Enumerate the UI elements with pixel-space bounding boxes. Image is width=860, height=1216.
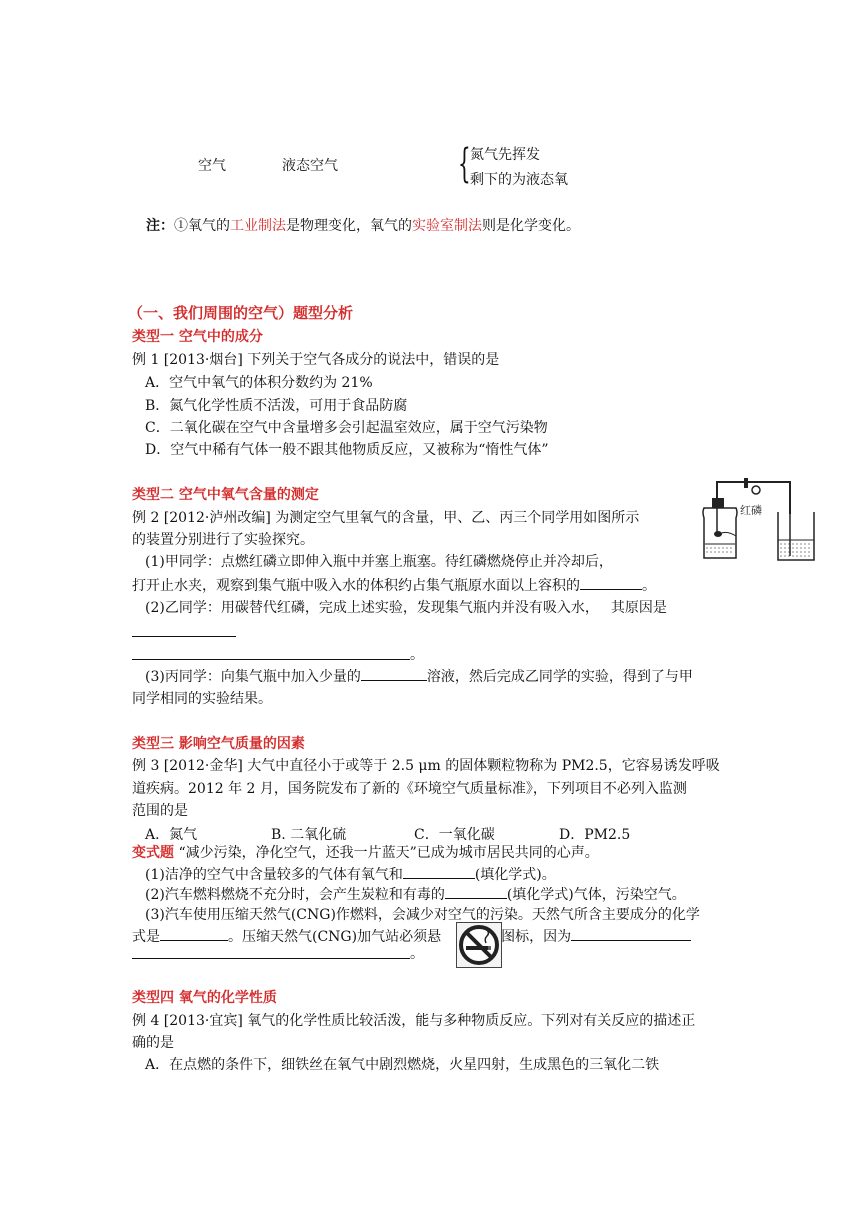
answer-blank: [160, 926, 228, 941]
valve: [752, 486, 760, 494]
type3-question-line1: 例 3 [2012·金华] 大气中直径小于或等于 2.5 μm 的固体颗粒物称为 PM2.5，它容易诱发呼吸: [132, 758, 720, 774]
variant-part3-line2: 式是 。压缩天然气(CNG)加气站必须悬 图标，因为: [132, 926, 691, 947]
answer-line: [132, 636, 236, 637]
variant-part3-line1: (3)汽车使用压缩天然气(CNG)作燃料，会减少对空气的污染。天然气所含主要成分的化学: [145, 907, 700, 923]
type2-part2-line1: (2)乙同学：用碳替代红磷，完成上述实验，发现集气瓶内并没有吸入水， 其原因是: [145, 600, 667, 616]
no-smoking-icon: [456, 922, 502, 968]
type1-question: 例 1 [2013·烟台] 下列关于空气各成分的说法中，错误的是: [132, 352, 500, 368]
type3-heading: 类型三 影响空气质量的因素: [132, 736, 305, 752]
brace-symbol: {: [458, 141, 471, 187]
air-label: 空气: [198, 158, 226, 174]
variant-line: [132, 843, 599, 863]
variant-part1: (1)洁净的空气中含量较多的气体有氧气和 (填化学式)。: [145, 864, 556, 885]
type3-option-c: C．一氧化碳: [414, 827, 495, 843]
type1-option-d: D．空气中稀有气体一般不跟其他物质反应，又被称为“惰性气体”: [145, 442, 549, 458]
answer-blank: [403, 864, 475, 879]
type3-question-line2: 道疾病。2012 年 2 月，国务院发布了新的《环境空气质量标准》，下列项目不必列入监测: [132, 781, 687, 797]
type3-question-line3: 范围的是: [132, 803, 188, 819]
type1-option-a: A．空气中氧气的体积分数约为 21%: [145, 375, 373, 391]
type2-question-line1: 例 2 [2012·泸州改编] 为测定空气里氧气的含量，甲、乙、丙三个同学用如图所示: [132, 510, 640, 526]
note-text-3: 是物理变化，氧气的: [286, 218, 412, 234]
figure-label: 红磷: [740, 504, 762, 517]
variant-text: “减少污染，净化空气，还我一片蓝天”已成为城市居民共同的心声。: [178, 845, 599, 861]
answer-blank: [361, 666, 427, 681]
type1-option-b: B．氮气化学性质不活泼，可用于食品防腐: [145, 398, 408, 414]
section-title: （一、我们周围的空气）题型分析: [128, 304, 354, 322]
type4-option-a: A．在点燃的条件下，细铁丝在氧气中剧烈燃烧，火星四射，生成黑色的三氧化二铁: [145, 1057, 660, 1073]
note-line: [146, 216, 580, 236]
note-label: 注：: [146, 218, 174, 234]
branch-nitrogen: 氮气先挥发: [470, 147, 540, 163]
type2-part3-line1: (3)丙同学：向集气瓶中加入少量的 溶液，然后完成乙同学的实验，得到了与甲: [145, 666, 693, 687]
type4-question-line2: 确的是: [132, 1035, 174, 1051]
type2-part1-line2: 打开止水夹，观察到集气瓶中吸入水的体积约占集气瓶原水面以上容积的 。: [132, 575, 656, 596]
note-text-5: 则是化学变化。: [482, 218, 580, 234]
type3-option-b: B. 二氧化硫: [271, 827, 347, 843]
type1-heading: 类型一 空气中的成分: [132, 329, 263, 345]
note-industrial-method: 工业制法: [230, 218, 286, 234]
type1-option-c: C．二氧化碳在空气中含量增多会引起温室效应，属于空气污染物: [145, 420, 548, 436]
note-text-1: ①氧气的: [174, 218, 230, 234]
stopper: [712, 498, 724, 508]
type2-question-line2: 的装置分别进行了实验探究。: [132, 532, 314, 548]
answer-blank: [580, 575, 642, 590]
variant-part2: (2)汽车燃料燃烧不充分时，会产生炭粒和有毒的 (填化学式)气体，污染空气。: [145, 884, 686, 905]
type4-heading: 类型四 氧气的化学性质: [132, 990, 277, 1006]
variant-part3-end: 。: [410, 946, 424, 962]
answer-blank: [445, 884, 507, 899]
liquid-air-label: 液态空气: [282, 158, 338, 174]
type2-part1-line1: (1)甲同学：点燃红磷立即伸入瓶中并塞上瓶塞。待红磷燃烧停止并冷却后，: [145, 554, 613, 570]
type3-option-a: A．氮气: [145, 827, 198, 843]
answer-line: [132, 958, 410, 959]
type2-heading: 类型二 空气中氧气含量的测定: [132, 487, 319, 503]
type2-part3-line2: 同学相同的实验结果。: [132, 691, 272, 707]
branch-liquid-oxygen: 剩下的为液态氧: [470, 172, 568, 188]
apparatus-figure: [696, 478, 818, 566]
clamp: [744, 478, 748, 488]
type3-option-d: D．PM2.5: [559, 827, 631, 843]
beaker: [778, 512, 814, 560]
variant-label: 变式题: [132, 845, 174, 861]
note-lab-method: 实验室制法: [412, 218, 482, 234]
answer-line: [132, 659, 410, 660]
type4-question-line1: 例 4 [2013·宜宾] 氧气的化学性质比较活泼，能与多种物质反应。下列对有关反应的描述正: [132, 1013, 696, 1029]
answer-blank: [571, 926, 691, 941]
type2-part2-end: 。: [410, 647, 424, 663]
